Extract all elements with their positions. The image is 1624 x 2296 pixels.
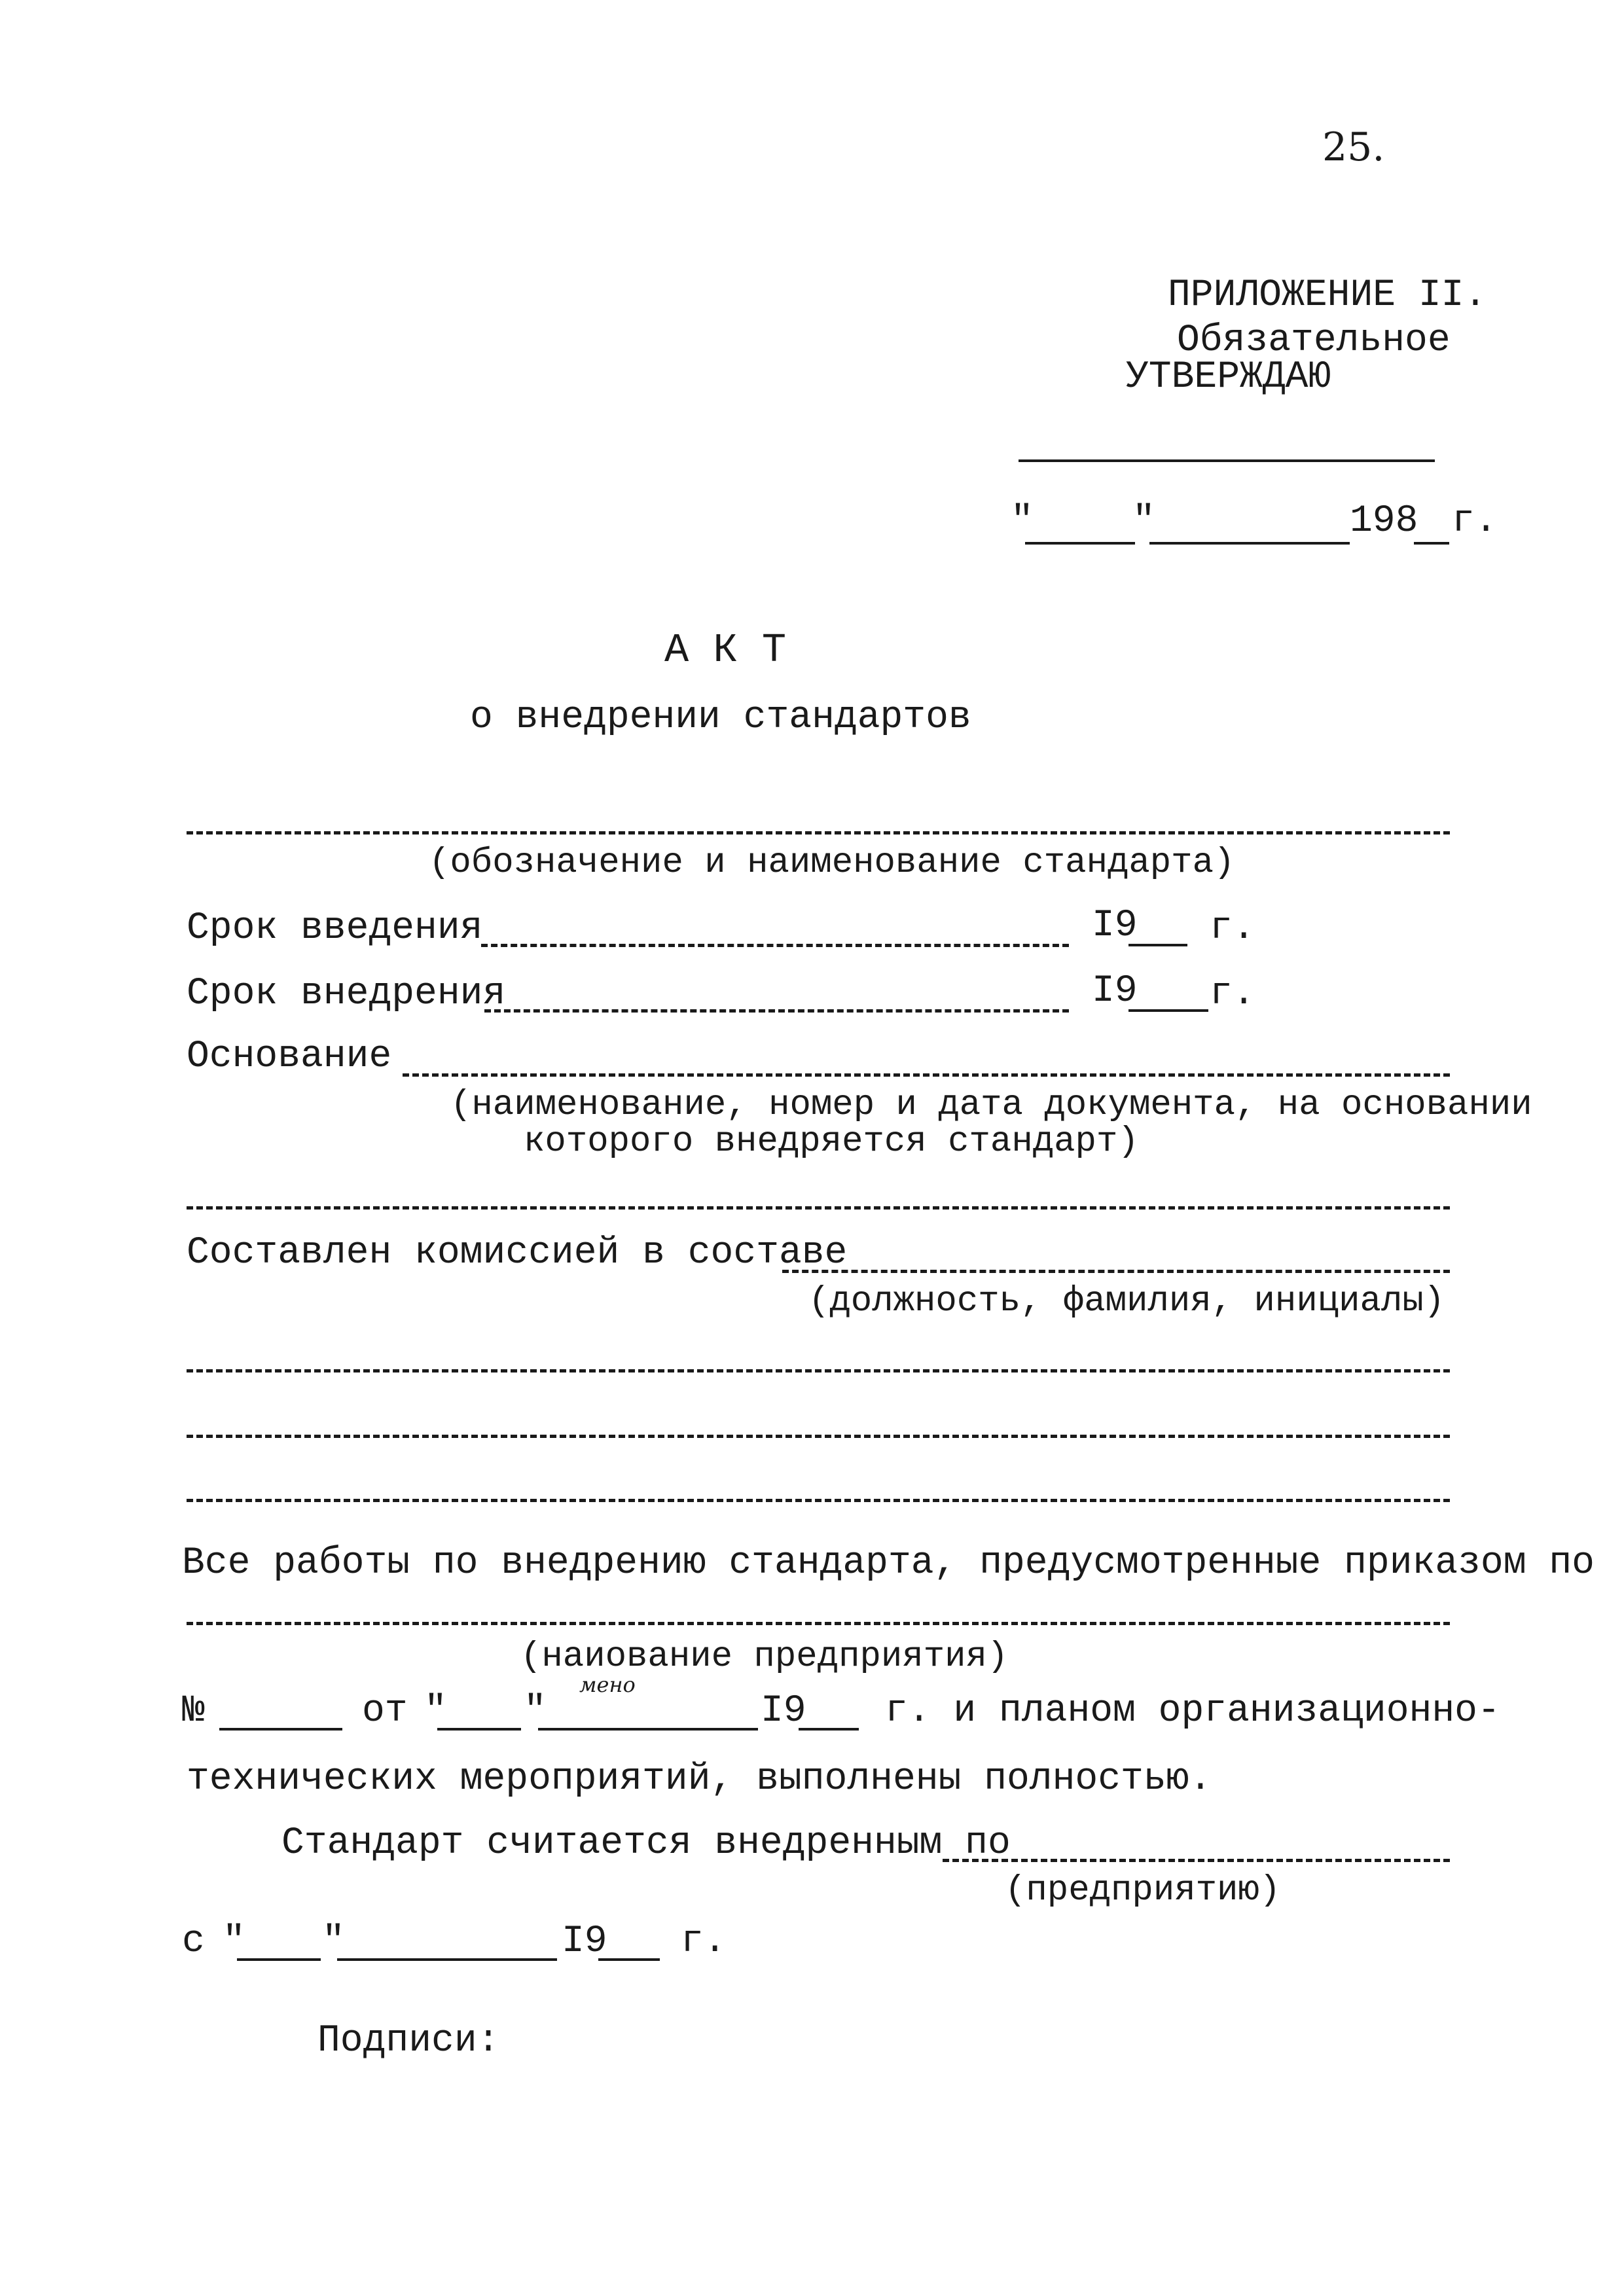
order-day-line	[437, 1728, 521, 1731]
basis-label: Основание	[187, 1035, 392, 1078]
standard-name-hint: (обозначение и наименование стандарта)	[429, 843, 1235, 883]
from-year-suffix: г.	[681, 1920, 727, 1963]
commission-member-line-3	[187, 1499, 1450, 1502]
order-month-line	[538, 1728, 758, 1731]
from-label: с	[182, 1920, 205, 1963]
intro-year-prefix: I9	[1092, 905, 1138, 947]
from-month-line	[337, 1958, 557, 1961]
enterprise-name-line	[187, 1622, 1450, 1625]
from-quote-open: "	[223, 1920, 245, 1963]
order-continuation: г. и планом организационно-	[885, 1690, 1500, 1732]
signatures-label: Подписи:	[317, 2020, 500, 2062]
approval-year-suffix: г.	[1452, 500, 1498, 543]
basis-line	[403, 1073, 1450, 1077]
status-label: Обязательное	[1177, 319, 1451, 362]
appendix-label: ПРИЛОЖЕНИЕ II.	[1168, 274, 1487, 317]
impl-date-line	[484, 1009, 1069, 1013]
standard-name-line	[187, 831, 1450, 834]
commission-label: Составлен комиссией в составе	[187, 1232, 848, 1274]
considered-enterprise-line	[943, 1859, 1450, 1862]
approval-year-prefix: 198	[1350, 500, 1418, 543]
basis-hint-line-1: (наименование, номер и дата документа, на основании	[450, 1085, 1532, 1125]
approval-quote-open: "	[1011, 500, 1034, 543]
order-end: технических мероприятий, выполнены полностью.	[187, 1758, 1212, 1801]
intro-date-label: Срок введения	[187, 907, 483, 950]
approver-signature-line	[1019, 459, 1435, 462]
order-year-line	[799, 1728, 859, 1731]
from-year-prefix: I9	[562, 1920, 607, 1963]
from-year-line	[598, 1958, 660, 1961]
works-statement: Все работы по внедрению стандарта, предусмотренные приказом по	[182, 1542, 1595, 1585]
basis-continuation-line	[187, 1206, 1450, 1210]
order-quote-open: "	[424, 1690, 447, 1732]
approve-label: УТВЕРЖДАЮ	[1126, 356, 1331, 399]
commission-hint: (должность, фамилия, инициалы)	[808, 1282, 1445, 1321]
impl-year-line	[1128, 1009, 1208, 1012]
impl-date-label: Срок внедрения	[187, 973, 506, 1015]
page-number: 25.	[1322, 124, 1385, 170]
document-title: А К Т	[664, 627, 787, 673]
order-quote-close: "	[524, 1690, 547, 1732]
from-quote-close: "	[322, 1920, 345, 1963]
considered-statement: Стандарт считается внедренным по	[281, 1822, 1011, 1865]
approval-quote-close: "	[1132, 500, 1155, 543]
considered-enterprise-hint: (предприятию)	[1005, 1871, 1281, 1910]
commission-line	[782, 1270, 1450, 1273]
intro-year-suffix: г.	[1210, 907, 1255, 950]
intro-year-line	[1128, 944, 1187, 946]
basis-hint-line-2: которого внедряется стандарт)	[524, 1122, 1139, 1162]
handwritten-correction: мено	[579, 1672, 636, 1697]
document-subtitle: о внедрении стандартов	[470, 696, 971, 739]
approval-month-line	[1149, 542, 1350, 545]
from-day-line	[237, 1958, 321, 1961]
number-sign: №	[182, 1690, 205, 1732]
intro-date-line	[481, 944, 1069, 947]
approval-day-line	[1025, 542, 1135, 545]
enterprise-name-hint: (наиование предприятия)	[520, 1637, 1009, 1677]
approval-year-line	[1414, 542, 1449, 545]
commission-member-line-1	[187, 1369, 1450, 1372]
impl-year-prefix: I9	[1092, 970, 1138, 1013]
order-year-prefix: I9	[761, 1690, 806, 1732]
order-number-line	[219, 1728, 342, 1731]
commission-member-line-2	[187, 1435, 1450, 1438]
order-from-label: от	[362, 1690, 408, 1732]
impl-year-suffix: г.	[1210, 973, 1255, 1015]
